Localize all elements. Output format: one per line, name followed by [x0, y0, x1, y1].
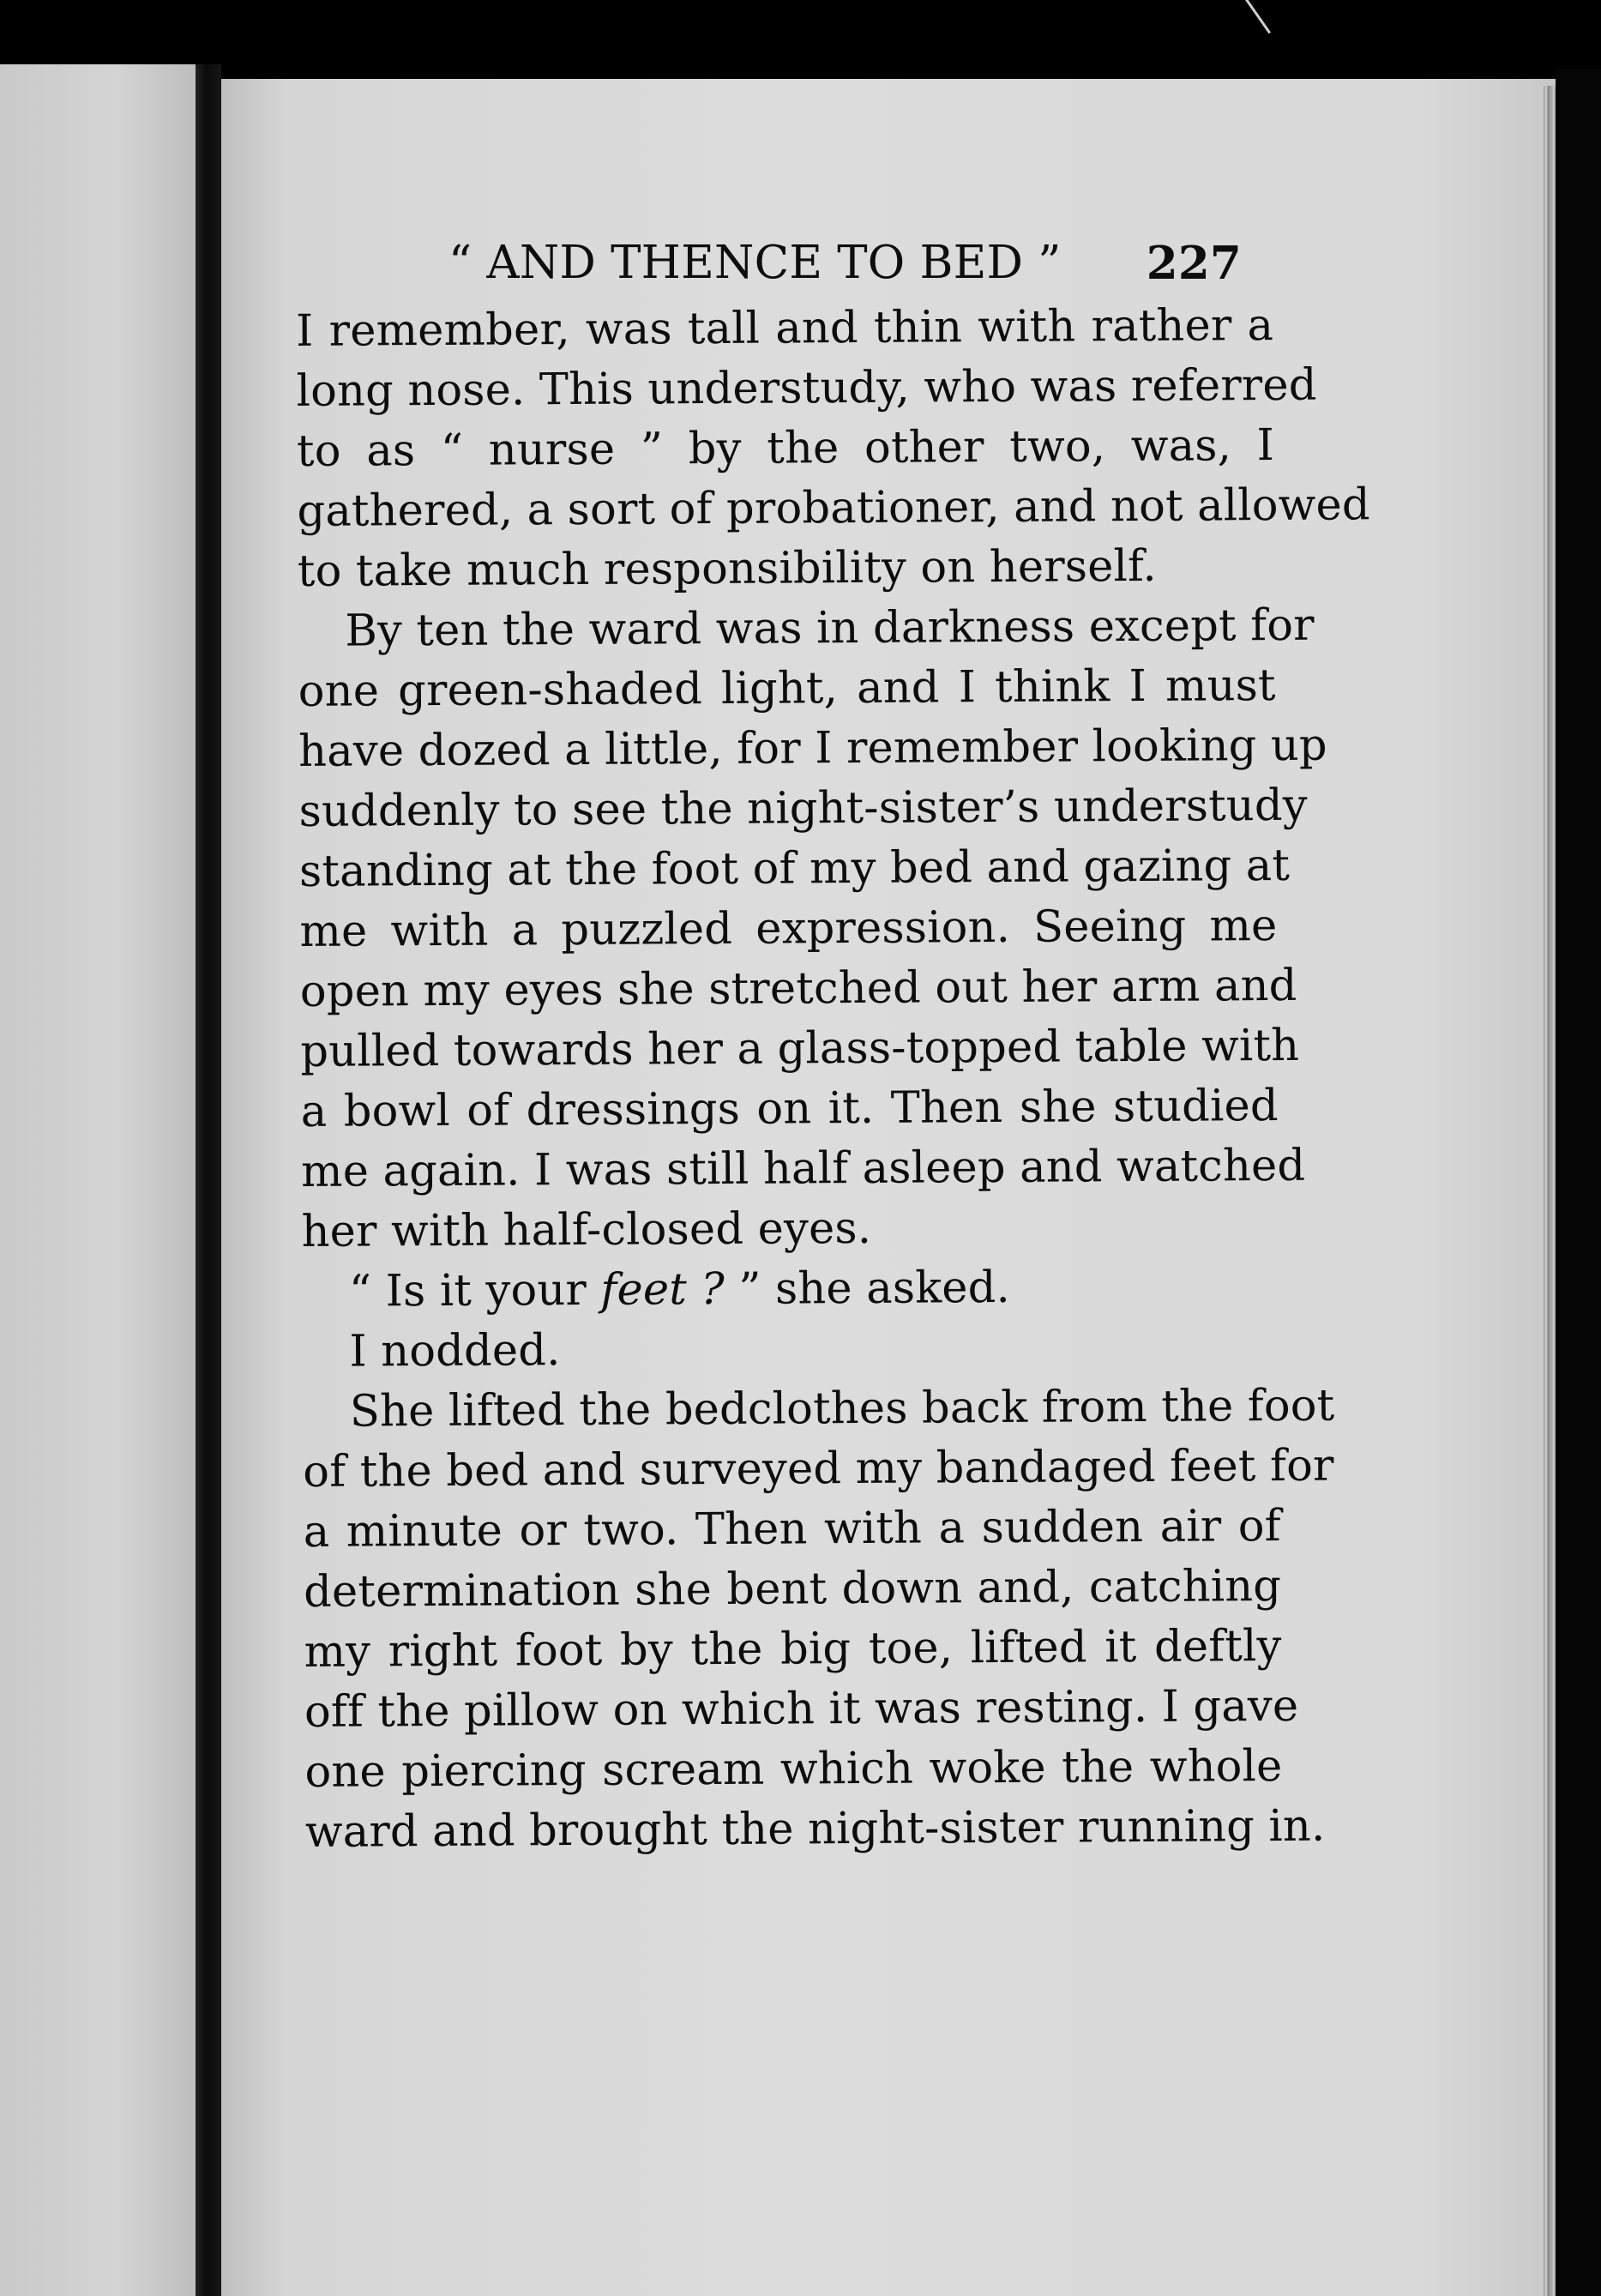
dialogue-close: ” she asked. [724, 1262, 1011, 1315]
dialogue-line [302, 1256, 1279, 1323]
text-line: open my eyes she stretched out her arm and [299, 960, 1297, 1017]
text-line: have dozed a little, for I remember looking up [298, 720, 1327, 777]
text-line: gathered, a sort of probationer, and not allowed [297, 479, 1370, 537]
text-line: one piercing scream which woke the whole [304, 1741, 1283, 1798]
text-line: a bowl of dressings on it. Then she studied [300, 1081, 1279, 1137]
page-edge [1544, 86, 1556, 2296]
text-line: one green-shaded light, and I think I must [298, 660, 1276, 717]
dialogue-open: “ Is it your [348, 1264, 601, 1317]
text-line: I nodded. [349, 1325, 561, 1377]
book-gutter [196, 64, 221, 2296]
text-line: of the bed and surveyed my bandaged feet for [303, 1440, 1334, 1498]
running-title: “ AND THENCE TO BED ” [448, 237, 1062, 289]
text-line: pulled towards her a glass-topped table with [300, 1020, 1300, 1077]
text-line: standing at the foot of my bed and gazing at [298, 840, 1291, 897]
previous-page [0, 64, 196, 2296]
text-line: determination she bent down and, catching [304, 1561, 1282, 1618]
text-line: She lifted the bedclothes back from the foot [349, 1380, 1335, 1437]
text-line: her with half-closed eyes. [301, 1202, 872, 1257]
text-line: suddenly to see the night-sister’s understudy [298, 780, 1308, 837]
text-line: a minute or two. Then with a sudden air of [303, 1501, 1281, 1558]
text-line: to take much responsibility on herself. [297, 540, 1157, 597]
text-line: I remember, was tall and thin with rather a [296, 300, 1274, 357]
text-line: long nose. This understudy, who was referred [296, 359, 1317, 417]
page-body-text [296, 296, 1370, 1863]
scan-artifact-mark [1245, 0, 1271, 33]
text-line: ward and brought the night-sister running in. [304, 1800, 1326, 1858]
text-line: By ten the ward was in darkness except for [345, 600, 1315, 657]
running-head [221, 233, 1242, 293]
page-number: 227 [1146, 237, 1242, 290]
text-line: me with a puzzled expression. Seeing me [299, 901, 1278, 957]
text-line: me again. I was still half asleep and watched [301, 1140, 1306, 1197]
text-line: off the pillow on which it was resting. I gave [304, 1680, 1299, 1738]
text-line: to as “ nurse ” by the other two, was, I [296, 420, 1275, 477]
text-line: my right foot by the big toe, lifted it deftly [304, 1621, 1282, 1678]
emphasized-word: feet ? [600, 1263, 725, 1316]
scan-border [1556, 69, 1601, 2296]
